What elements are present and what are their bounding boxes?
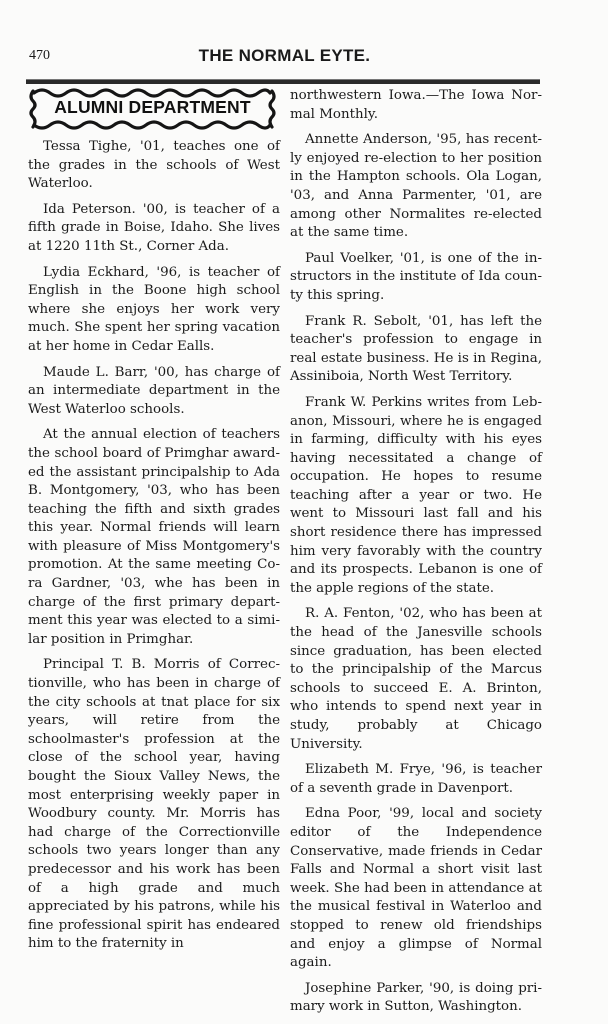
- continued-text: northwestern Iowa.—The Iowa Normal Monthly.: [290, 88, 542, 122]
- news-item: Ida Peterson. '00, is teacher of a fifth grade in Boise, Idaho. She lives at 1220 11th St., Corner Ada.: [28, 201, 280, 254]
- right-column: [290, 87, 542, 1024]
- news-item: At the annual election of teachers the school board of Primghar awarded the assistant principalship to Ada B. Montgomery, '03, who has been teaching the fifth and sixth grades this year. Normal friends will learn with pleasure of Miss Montgomery's promotion. At the same meeting Cora Gardner, '03, whe has been in charge of the first primary department this year was elected to a similar position in Primghar.: [28, 427, 280, 647]
- news-item: Frank W. Perkins writes from Lebanon, Missouri, where he is engaged in farming, difficulty with his eyes having necessitated a change of occupation. He hopes to resume teaching after a year or two. He went to Missouri last fall and his short residence there has impressed him very favorably with the country and its prospects. Lebanon is one of the apple regions of the state.: [290, 394, 542, 596]
- news-item: Josephine Parker, '90, is doing primary work in Sutton, Washington.: [290, 980, 542, 1015]
- page-header: [27, 43, 542, 69]
- news-item: Lydia Eckhard, '96, is teacher of English in the Boone high school where she enjoys her work very much. She spent her spring vacation at her home in Cedar Ealls.: [28, 264, 280, 354]
- section-heading-box: [28, 87, 277, 131]
- page-number: 470: [29, 48, 50, 63]
- header-rule: [26, 79, 540, 84]
- news-item: Tessa Tighe, '01, teaches one of the grades in the schools of West Waterloo.: [28, 139, 280, 192]
- journal-title: THE NORMAL EYTE.: [198, 46, 371, 65]
- news-item: R. A. Fenton, '02, who has been at the head of the Janesville schools since graduation, has been elected to the principalship of the Marcus schools to succeed E. A. Brinton, who intends to spend next year in study, probably at Chicago University.: [290, 606, 542, 752]
- news-item: Frank R. Sebolt, '01, has left the teacher's profession to engage in real estate business. He is in Regina, Assiniboia, North West Territory.: [290, 313, 542, 385]
- news-item: Principal T. B. Morris of Correctionville, who has been in charge of the city schools at tnat place for six years, will retire from the schoolmaster's profession at the close of the school year, having bought the Sioux Valley News, the most enterprising weekly paper in Woodbury county. Mr. Morris has had charge of the Correctionville schools two years longer than any predecessor and his work has been of a high grade and much appreciated by his patrons, while his fine professional spirit has endeared him to the fraternity in: [28, 657, 280, 952]
- news-item: Edna Poor, '99, local and society editor of the Independence Conservative, made friends in Cedar Falls and Normal a short visit last week. She had been in attendance at the musical festival in Waterloo and stopped to renew old friendships and enjoy a glimpse of Normal again.: [290, 806, 542, 971]
- news-item: Maude L. Barr, '00, has charge of an intermediate department in the West Waterloo schools.: [28, 364, 280, 417]
- left-column: [28, 87, 280, 961]
- section-title: ALUMNI DEPARTMENT: [54, 97, 251, 117]
- news-item: Paul Voelker, '01, is one of the instructors in the institute of Ida county this spring.: [290, 250, 542, 303]
- news-item: Elizabeth M. Frye, '96, is teacher of a seventh grade in Davenport.: [290, 762, 542, 796]
- news-item: Annette Anderson, '95, has recently enjoyed re-election to her position in the Hampton schools. Ola Logan, '03, and Anna Parmenter, '01, are among other Normalites re-elected at the same time.: [290, 132, 542, 241]
